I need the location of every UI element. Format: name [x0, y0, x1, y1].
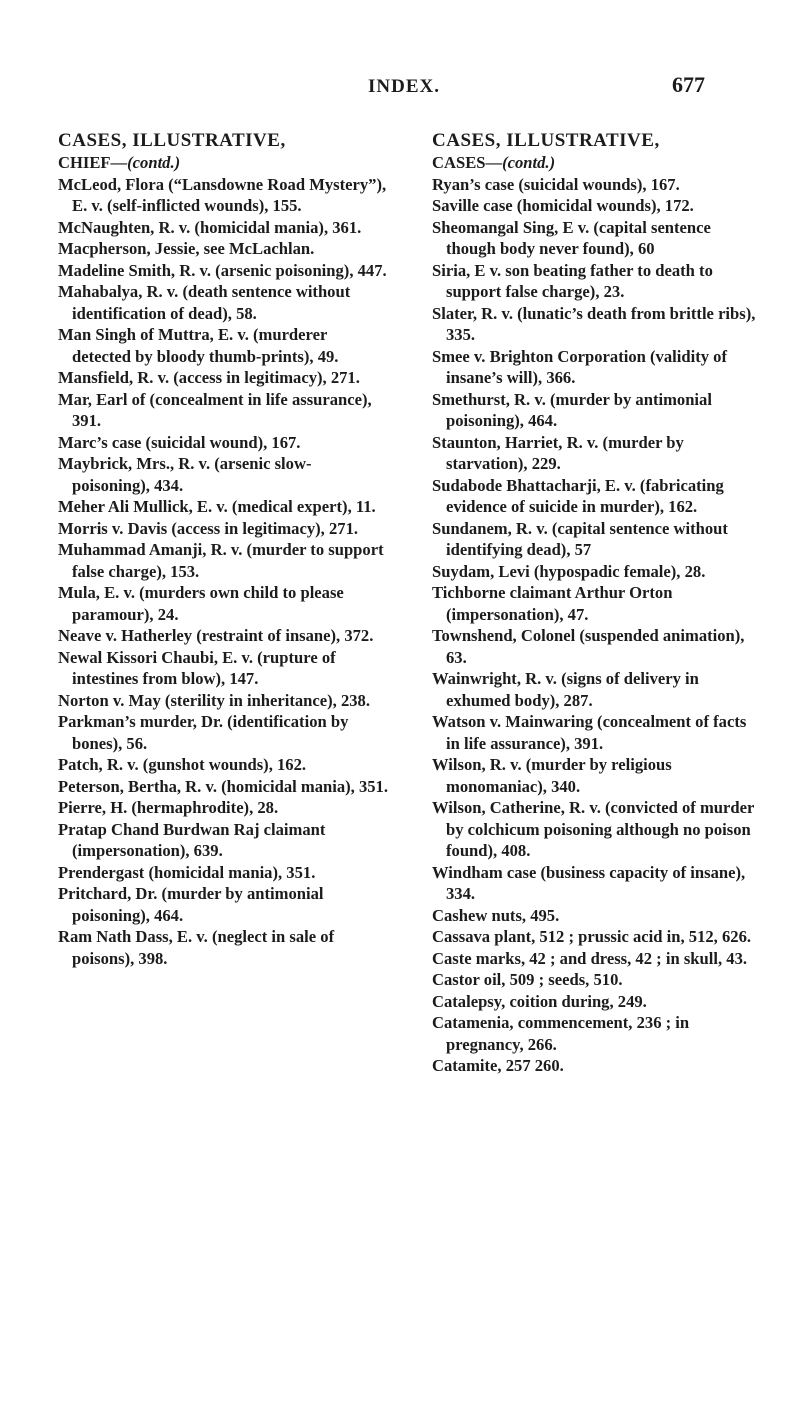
left-subheading-prefix: CHIEF—: [58, 153, 128, 172]
index-entry: Meher Ali Mullick, E. v. (medical expert), 11.: [58, 497, 376, 516]
index-entry: Watson v. Mainwaring (concealment of facts in life assurance), 391.: [432, 712, 747, 753]
index-entry: Cashew nuts, 495.: [432, 905, 560, 925]
index-entry: Cassava plant, 512 ; prussic acid in, 512, 626.: [432, 927, 752, 946]
right-column-heading: CASES, ILLUSTRATIVE,: [432, 130, 660, 151]
index-entry: Sundanem, R. v. (capital sentence without identifying dead), 57: [432, 518, 728, 559]
left-column-heading: CASES, ILLUSTRATIVE,: [58, 130, 286, 151]
index-entry: Man Singh of Muttra, E. v. (murderer detected by bloody thumb-prints), 49.: [58, 325, 339, 366]
index-entry: McNaughten, R. v. (homicidal mania), 361.: [58, 217, 362, 237]
right-subheading-prefix: CASES—: [432, 153, 503, 172]
index-entry: Norton v. May (sterility in inheritance), 238.: [58, 690, 371, 710]
index-entry: Marc’s case (suicidal wound), 167.: [58, 432, 301, 452]
index-entry: Smethurst, R. v. (murder by antimonial poisoning), 464.: [432, 389, 712, 430]
left-column: [58, 130, 388, 969]
index-entry: Catamenia, commencement, 236 ; in pregnancy, 266.: [432, 1013, 690, 1054]
index-entry: Mansfield, R. v. (access in legitimacy), 271.: [58, 368, 360, 387]
index-entry: Ram Nath Dass, E. v. (neglect in sale of poisons), 398.: [58, 927, 335, 968]
index-entry: Wainwright, R. v. (signs of delivery in exhumed body), 287.: [432, 669, 699, 710]
index-entry: Sheomangal Sing, E v. (capital sentence though body never found), 60: [432, 217, 711, 258]
index-entry: Prendergast (homicidal mania), 351.: [58, 862, 316, 882]
index-entry: Neave v. Hatherley (restraint of insane), 372.: [58, 626, 374, 645]
index-entry: Suydam, Levi (hypospadic female), 28.: [432, 561, 706, 581]
index-entry: Pratap Chand Burdwan Raj claimant (impersonation), 639.: [58, 819, 326, 860]
index-entry: Parkman’s murder, Dr. (identification by bones), 56.: [58, 712, 349, 753]
index-entry: Macpherson, Jessie, see McLachlan.: [58, 239, 315, 258]
index-entry: Saville case (homicidal wounds), 172.: [432, 196, 694, 215]
right-column: [432, 130, 762, 1077]
index-entry: Castor oil, 509 ; seeds, 510.: [432, 970, 623, 989]
index-entry: Siria, E v. son beating father to death to support false charge), 23.: [432, 260, 713, 301]
index-entry: Maybrick, Mrs., R. v. (arsenic slow-poisoning), 434.: [58, 454, 312, 495]
index-entry: Windham case (business capacity of insane), 334.: [432, 862, 746, 903]
page-number: 677: [672, 72, 705, 97]
index-entry: Pritchard, Dr. (murder by antimonial poisoning), 464.: [58, 884, 324, 925]
index-entry: Caste marks, 42 ; and dress, 42 ; in skull, 43.: [432, 948, 748, 968]
index-entry: Madeline Smith, R. v. (arsenic poisoning), 447.: [58, 260, 387, 280]
right-subheading-contd: (contd.): [502, 153, 556, 172]
index-entry: Catamite, 257 260.: [432, 1056, 564, 1075]
index-entry: Catalepsy, coition during, 249.: [432, 991, 647, 1011]
index-entry: Staunton, Harriet, R. v. (murder by starvation), 229.: [432, 432, 684, 473]
index-entry: Wilson, R. v. (murder by religious monomaniac), 340.: [432, 755, 672, 796]
index-entry: McLeod, Flora (“Lansdowne Road Mystery”), E. v. (self-inflicted wounds), 155.: [58, 174, 387, 215]
index-entry: Patch, R. v. (gunshot wounds), 162.: [58, 755, 307, 774]
left-subheading-contd: (contd.): [127, 153, 181, 172]
index-entry: Muhammad Amanji, R. v. (murder to support false charge), 153.: [58, 540, 384, 581]
index-entry: Ryan’s case (suicidal wounds), 167.: [432, 174, 680, 194]
index-entry: Morris v. Davis (access in legitimacy), 271.: [58, 518, 359, 538]
running-head: INDEX.: [368, 76, 440, 97]
left-entry-list: [58, 174, 388, 970]
index-entry: Sudabode Bhattacharji, E. v. (fabricating evidence of suicide in murder), 162.: [432, 475, 724, 516]
index-entry: Peterson, Bertha, R. v. (homicidal mania), 351.: [58, 776, 389, 796]
left-column-subheading: [58, 152, 388, 174]
index-entry: Slater, R. v. (lunatic’s death from brittle ribs), 335.: [432, 303, 756, 344]
right-entry-list: [432, 174, 762, 1077]
index-entry: Smee v. Brighton Corporation (validity of insane’s will), 366.: [432, 346, 727, 387]
index-entry: Tichborne claimant Arthur Orton (impersonation), 47.: [432, 583, 673, 624]
right-column-subheading: [432, 152, 762, 174]
index-entry: Mahabalya, R. v. (death sentence without identification of dead), 58.: [58, 282, 351, 323]
index-entry: Wilson, Catherine, R. v. (convicted of murder by colchicum poisoning although no poison found), 408.: [432, 798, 755, 860]
index-entry: Mar, Earl of (concealment in life assurance), 391.: [58, 389, 372, 430]
index-entry: Mula, E. v. (murders own child to please paramour), 24.: [58, 583, 344, 624]
index-entry: Pierre, H. (hermaphrodite), 28.: [58, 798, 279, 817]
index-entry: Newal Kissori Chaubi, E. v. (rupture of intestines from blow), 147.: [58, 647, 336, 688]
index-entry: Townshend, Colonel (suspended animation), 63.: [432, 626, 745, 667]
